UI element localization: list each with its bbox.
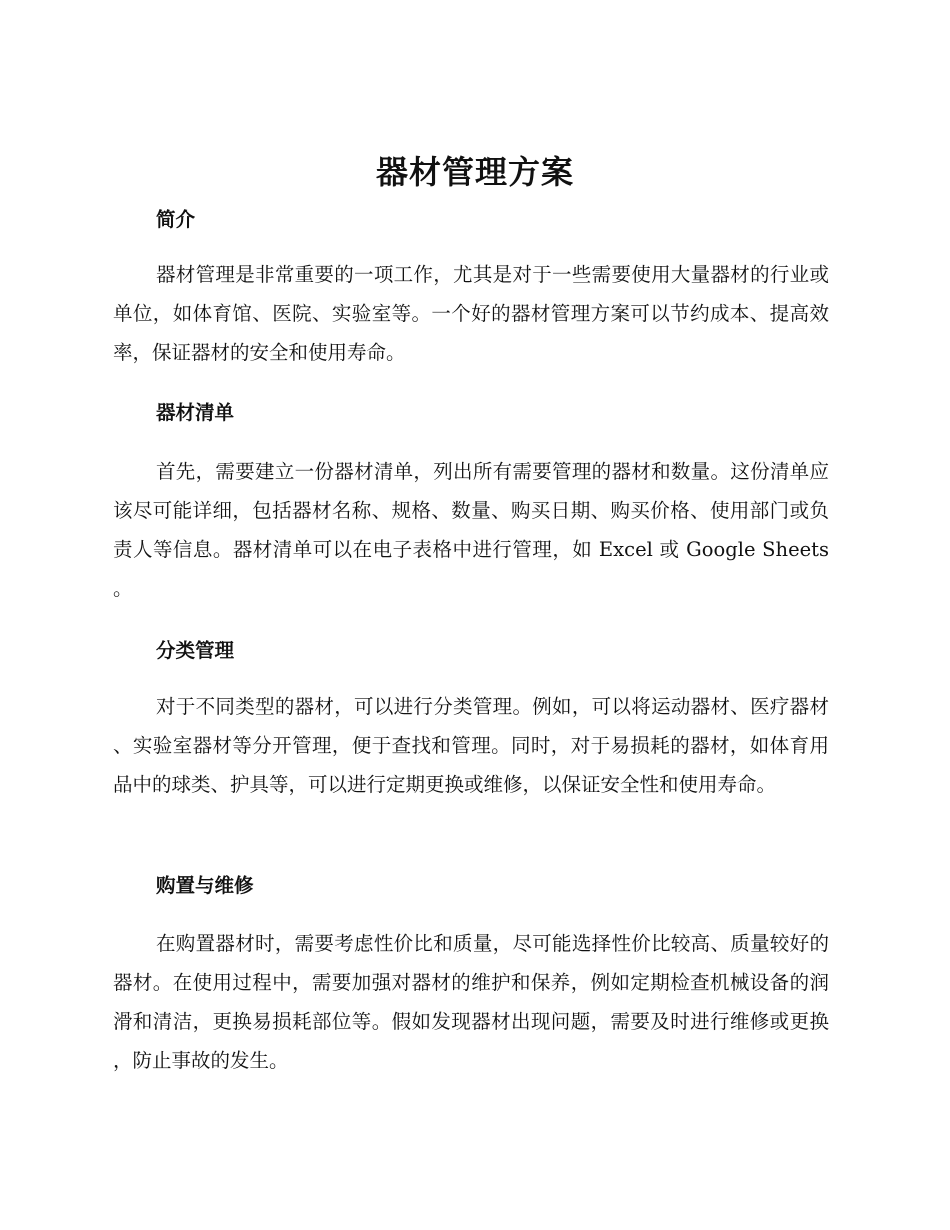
section-paragraph-classification: 对于不同类型的器材，可以进行分类管理。例如，可以将运动器材、医疗器材、实验室器材等分开管理，便于查找和管理。同时，对于易损耗的器材，如体育用品中的球类、护具等，可以进行定期更换或维修，以保证安全性和使用寿命。	[113, 695, 829, 796]
section-paragraph-equipment-list: 首先，需要建立一份器材清单，列出所有需要管理的器材和数量。这份清单应该尽可能详细，包括器材名称、规格、数量、购买日期、购买价格、使用部门或负责人等信息。器材清单可以在电子表格中进行管理，如 Excel 或 Google Sheets。	[113, 460, 829, 600]
section-paragraph-intro: 器材管理是非常重要的一项工作，尤其是对于一些需要使用大量器材的行业或单位，如体育馆、医院、实验室等。一个好的器材管理方案可以节约成本、提高效率，保证器材的安全和使用寿命。	[113, 263, 829, 364]
section-heading-intro: 简介	[156, 208, 196, 231]
section-heading-purchase-maintenance: 购置与维修	[156, 874, 254, 897]
section-heading-equipment-list: 器材清单	[156, 401, 235, 424]
document-title: 器材管理方案	[375, 153, 574, 191]
section-heading-classification: 分类管理	[156, 639, 235, 662]
section-paragraph-purchase-maintenance: 在购置器材时，需要考虑性价比和质量，尽可能选择性价比较高、质量较好的器材。在使用过程中，需要加强对器材的维护和保养，例如定期检查机械设备的润滑和清洁，更换易损耗部位等。假如发现器材出现问题，需要及时进行维修或更换，防止事故的发生。	[113, 932, 829, 1072]
